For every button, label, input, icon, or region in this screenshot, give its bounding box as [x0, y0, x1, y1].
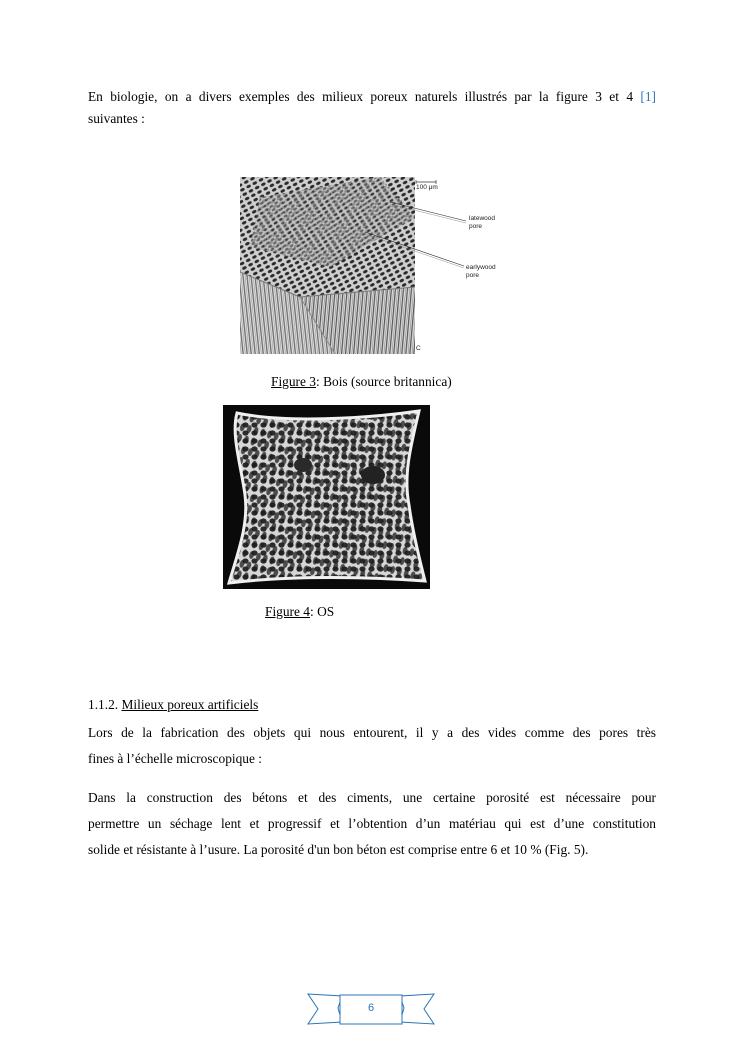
- figure-4-label: Figure 4: [265, 604, 311, 619]
- figure-4-image: [223, 405, 430, 589]
- paragraph-1-line-2: fines à l’échelle microscopique :: [88, 751, 263, 766]
- paragraph-1-line-1: Lors de la fabrication des objets qui nous entourent, il y a des vides comme des pores très: [88, 725, 656, 740]
- paragraph-2-line-1: Dans la construction des bétons et des ciments, une certaine porosité est nécessaire pour: [88, 790, 656, 805]
- figure-4-caption-text: : OS: [310, 604, 335, 619]
- intro-line-2: suivantes :: [88, 111, 145, 126]
- section-title: Milieux poreux artificiels: [121, 697, 259, 712]
- page-number: 6: [367, 1002, 375, 1014]
- earlywood-pore-label: pore: [466, 272, 480, 279]
- intro-line-1: [88, 84, 656, 110]
- figure-3-image: [240, 177, 510, 354]
- panel-letter: C: [416, 345, 421, 352]
- citation-link[interactable]: [1]: [640, 89, 656, 104]
- earlywood-label: earlywood: [466, 264, 496, 271]
- paragraph-2-line-3: solide et résistante à l’usure. La porosité d'un bon béton est comprise entre 6 et 10 % (Fig. 5).: [88, 842, 589, 857]
- page-footer: [306, 990, 436, 1028]
- section-heading: [88, 692, 258, 718]
- intro-text: En biologie, on a divers exemples des milieux poreux naturels illustrés par la figure 3 et 4: [88, 89, 641, 104]
- scale-bar-label: 100 μm: [416, 184, 438, 191]
- paragraph-2-line-2: permettre un séchage lent et progressif et l’obtention d’un matériau qui est d’une constitution: [88, 816, 656, 831]
- latewood-label: latewood: [469, 215, 496, 222]
- bone-micrograph: [223, 405, 430, 589]
- figure-3-caption: [271, 373, 452, 391]
- latewood-pore-label: pore: [469, 223, 483, 230]
- figure-4-caption: [265, 603, 334, 621]
- section-number: 1.1.2.: [88, 697, 122, 712]
- figure-3-label: Figure 3: [271, 374, 317, 389]
- figure-3-caption-text: : Bois (source britannica): [316, 374, 452, 389]
